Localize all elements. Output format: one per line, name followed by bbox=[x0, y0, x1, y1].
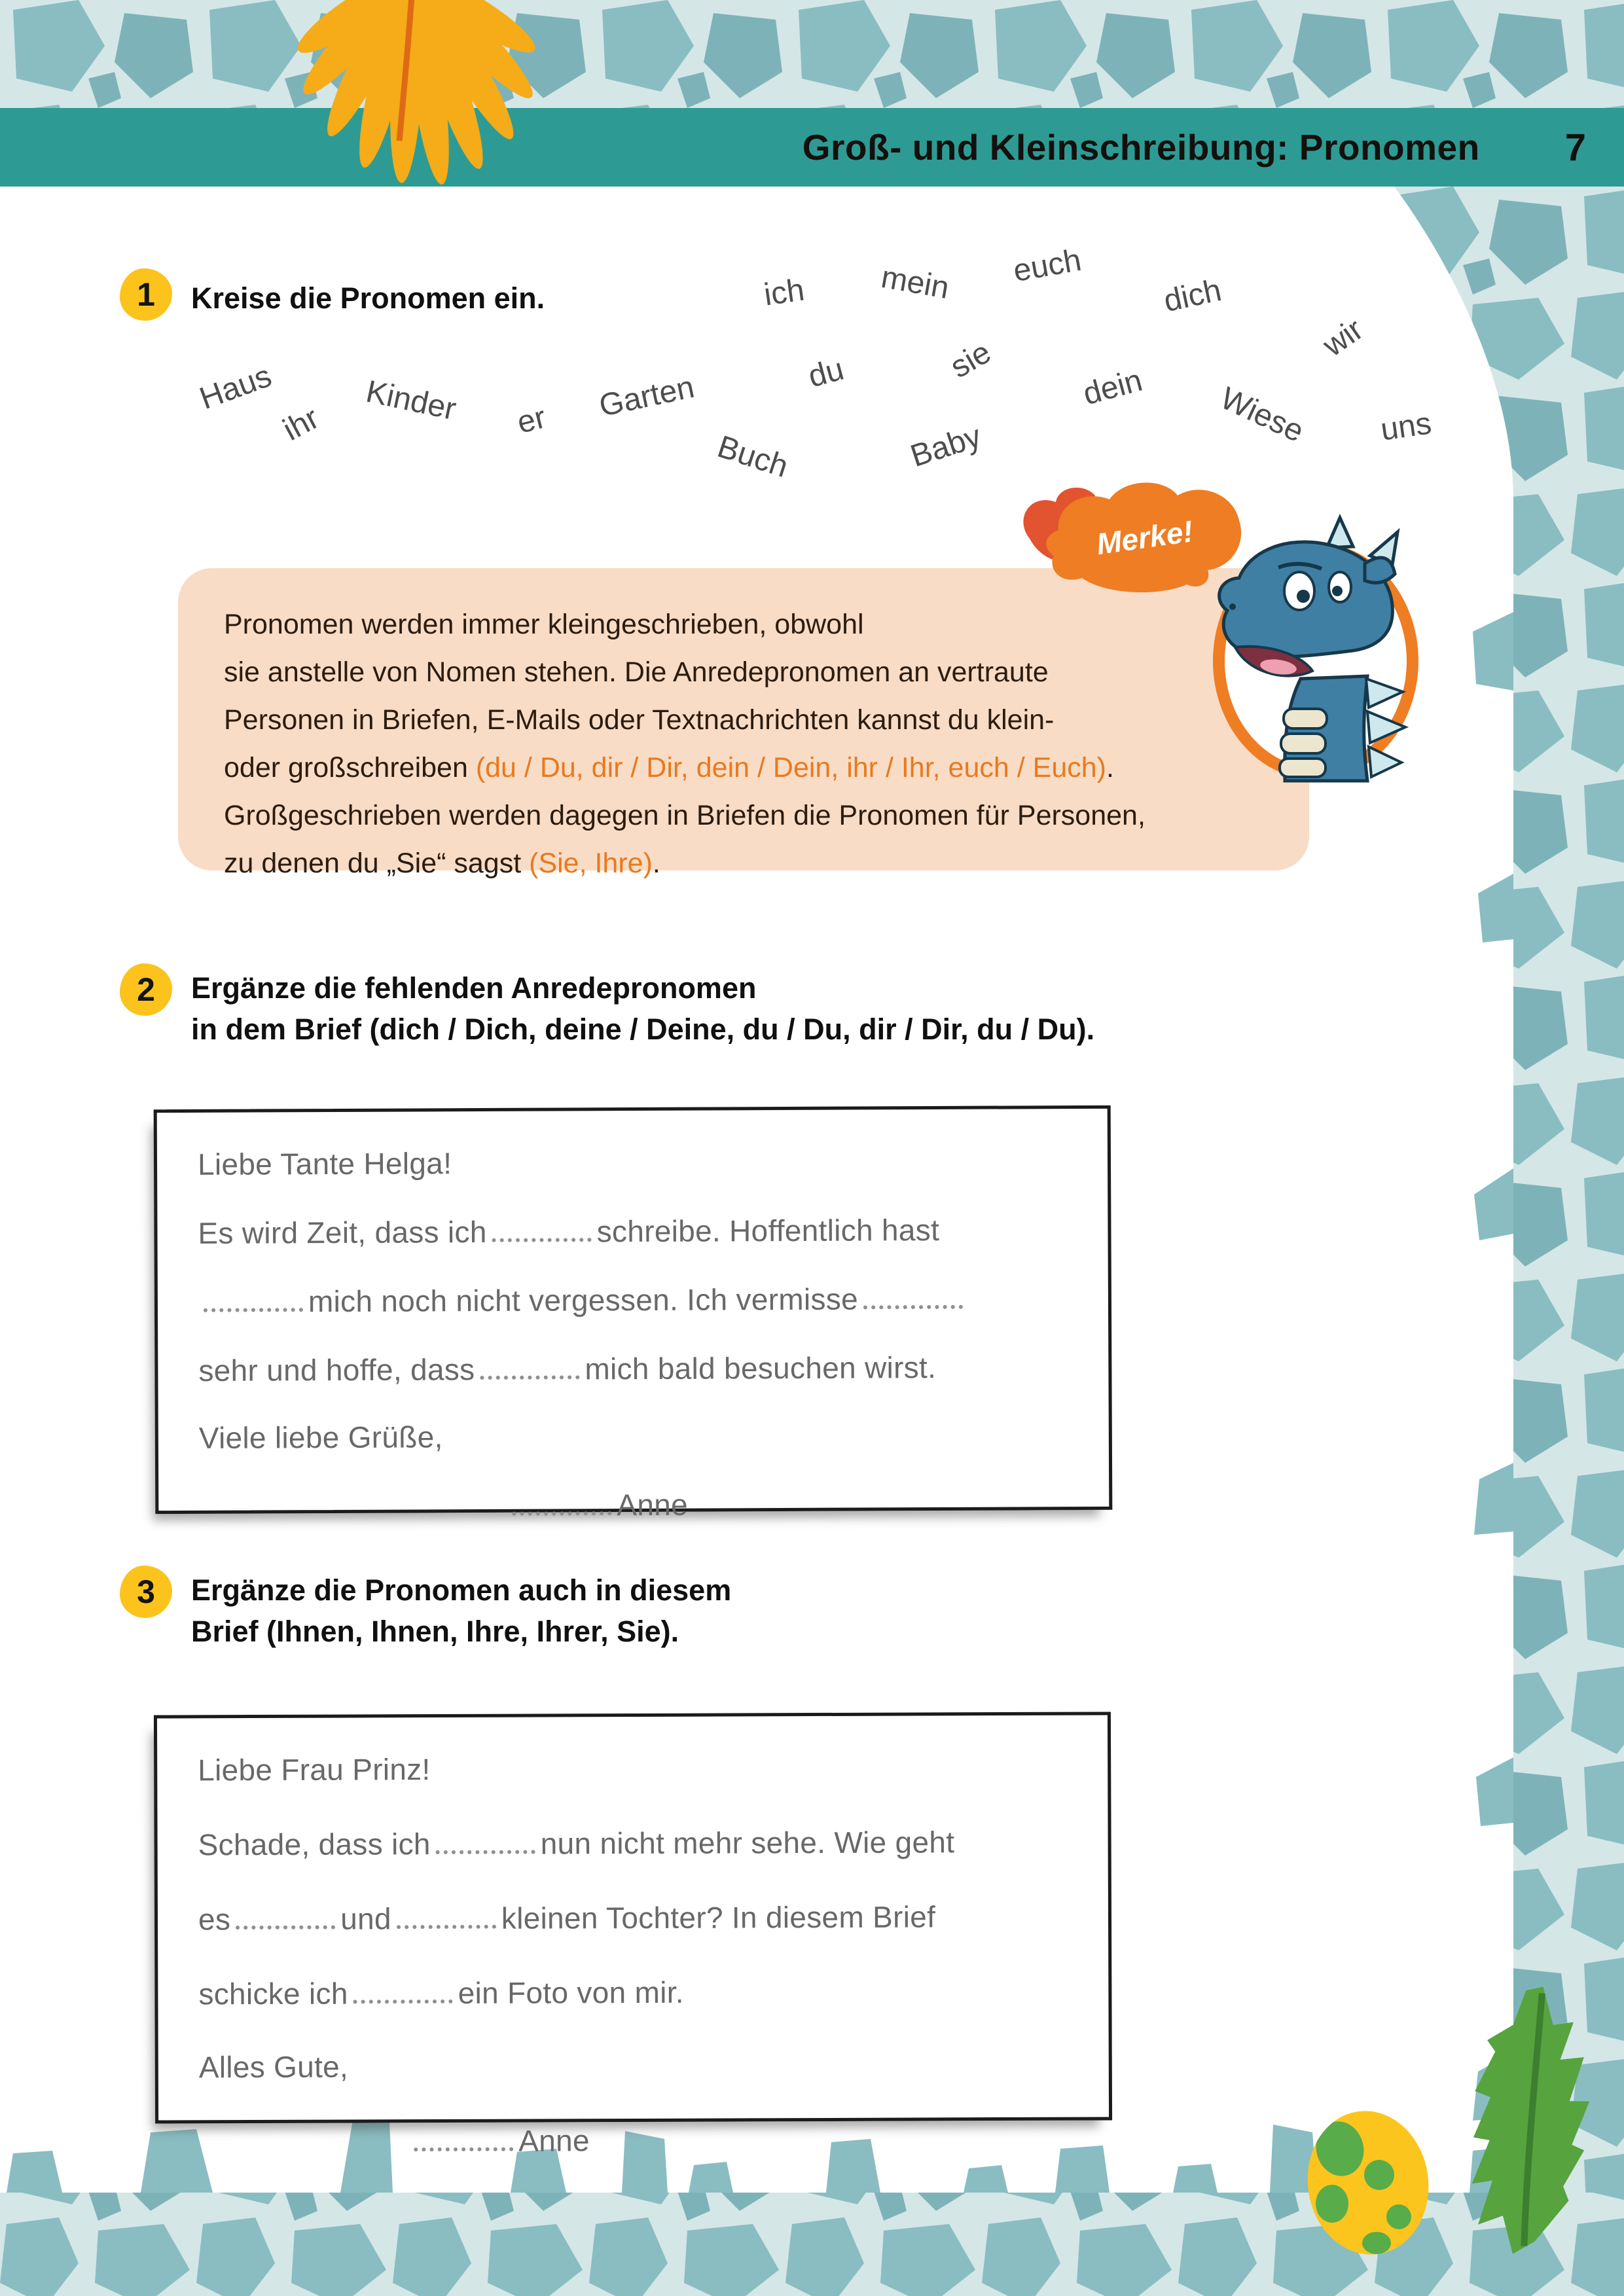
text-segment: mich noch nicht vergessen. Ich vermisse bbox=[308, 1282, 859, 1319]
text-segment: ein Foto von mir. bbox=[458, 1975, 684, 2011]
exercise1-word[interactable]: wir bbox=[1316, 312, 1370, 364]
exercise1-word[interactable]: er bbox=[513, 400, 550, 440]
exercise1-word[interactable]: Kinder bbox=[363, 374, 460, 427]
letter2-body-line bbox=[198, 1823, 1075, 1863]
exercise1-word[interactable]: Baby bbox=[906, 418, 986, 475]
text-segment: es bbox=[198, 1902, 231, 1937]
fill-in-blank[interactable] bbox=[204, 1282, 303, 1312]
text-segment: Schade, dass ich bbox=[198, 1827, 431, 1862]
text-segment: Es wird Zeit, dass ich bbox=[198, 1215, 487, 1250]
exercise1-word[interactable]: ich bbox=[761, 272, 807, 313]
letter-tante-helga bbox=[154, 1105, 1113, 1522]
merke-line bbox=[224, 792, 1283, 840]
fill-in-blank[interactable] bbox=[353, 1974, 453, 2004]
exercise1-word[interactable]: Garten bbox=[596, 369, 698, 424]
merke-note-box bbox=[178, 568, 1309, 879]
exercise1-word[interactable]: dich bbox=[1161, 272, 1225, 319]
header-band bbox=[0, 108, 1624, 187]
fill-in-blank[interactable] bbox=[436, 1825, 535, 1855]
dragon-mascot-illustration bbox=[1201, 514, 1430, 795]
exercise-1-instruction: Kreise die Pronomen ein. bbox=[191, 281, 545, 315]
text-segment: Alles Gute, bbox=[198, 2049, 349, 2085]
text-segment: Personen in Briefen, E-Mails oder Textnachrichten kannst du klein- bbox=[224, 704, 1055, 736]
text-segment: sie anstelle von Nomen stehen. Die Anredepronomen an vertraute bbox=[224, 656, 1049, 688]
exercise1-word[interactable]: uns bbox=[1378, 406, 1434, 448]
exercise-1-number: 1 bbox=[137, 276, 155, 313]
pebble-border-top bbox=[0, 0, 1624, 110]
text-segment: schicke ich bbox=[198, 1976, 348, 2011]
exercise-3-instruction bbox=[191, 1570, 731, 1652]
merke-line bbox=[224, 649, 1283, 696]
fill-in-blank[interactable] bbox=[236, 1900, 335, 1930]
merke-line bbox=[224, 696, 1283, 744]
letter-frau-prinz bbox=[154, 1712, 1112, 2158]
exercise-2-instruction-line: Ergänze die fehlenden Anredepronomen bbox=[191, 971, 757, 1005]
text-segment: Viele liebe Grüße, bbox=[198, 1420, 443, 1456]
letter2-salutation: Liebe Frau Prinz! bbox=[198, 1752, 431, 1787]
letter1-closing bbox=[199, 1416, 1076, 1456]
page-number: 7 bbox=[1564, 126, 1586, 169]
exercise1-word[interactable]: sie bbox=[945, 334, 997, 386]
merke-flame-label: Merke! bbox=[1094, 514, 1195, 562]
text-segment: mich bald besuchen wirst. bbox=[585, 1350, 937, 1386]
text-segment: (Sie, Ihre) bbox=[529, 848, 653, 879]
text-segment: Anne bbox=[617, 1488, 689, 1522]
text-segment: Pronomen werden immer kleingeschrieben, obwohl bbox=[224, 609, 864, 640]
exercise-2-instruction bbox=[191, 967, 1094, 1050]
spotted-egg-illustration bbox=[1299, 2098, 1440, 2258]
exercise1-word[interactable]: mein bbox=[878, 259, 952, 306]
text-segment: und bbox=[340, 1901, 391, 1936]
letter2-body-line bbox=[198, 1897, 1075, 1937]
letter2-body-line bbox=[198, 1972, 1075, 2012]
text-segment: sehr und hoffe, dass bbox=[198, 1352, 475, 1388]
text-segment: kleinen Tochter? In diesem Brief bbox=[501, 1899, 936, 1935]
text-segment: nun nicht mehr sehe. Wie geht bbox=[540, 1825, 955, 1861]
text-segment: zu denen du „Sie“ sagst bbox=[224, 848, 530, 879]
exercise1-word[interactable]: euch bbox=[1011, 242, 1084, 289]
fill-in-blank[interactable] bbox=[397, 1899, 496, 1929]
text-segment: oder großschreiben bbox=[224, 752, 476, 783]
letter1-body-line bbox=[198, 1279, 1075, 1319]
merke-line bbox=[224, 601, 1283, 649]
exercise1-word[interactable]: Wiese bbox=[1215, 380, 1309, 450]
merke-line bbox=[224, 744, 1283, 792]
exercise-2-badge bbox=[120, 963, 172, 1016]
exercise-3-number: 3 bbox=[137, 1573, 155, 1610]
letter2-signature bbox=[199, 2120, 1076, 2160]
letter1-salutation: Liebe Tante Helga! bbox=[197, 1146, 452, 1181]
exercise1-word[interactable]: ihr bbox=[278, 401, 325, 448]
letter2-closing bbox=[199, 2047, 1076, 2085]
exercise-1-badge bbox=[120, 268, 172, 321]
exercise1-word[interactable]: du bbox=[804, 351, 848, 395]
pebble-border-right bbox=[1375, 187, 1624, 2296]
fill-in-blank[interactable] bbox=[492, 1212, 592, 1242]
exercise1-word[interactable]: Buch bbox=[713, 429, 793, 485]
letter1-body-line bbox=[198, 1210, 1075, 1251]
text-segment: Großgeschrieben werden dagegen in Briefen die Pronomen für Personen, bbox=[224, 800, 1146, 831]
orange-flower-illustration bbox=[259, 0, 566, 196]
exercise1-word[interactable]: dein bbox=[1079, 363, 1146, 412]
merke-line bbox=[224, 840, 1283, 888]
jagged-leaf-illustration bbox=[1456, 1983, 1600, 2271]
letter1-body-line bbox=[198, 1348, 1075, 1388]
fill-in-blank[interactable] bbox=[480, 1350, 579, 1380]
text-segment: . bbox=[1106, 752, 1114, 783]
text-segment: schreibe. Hoffentlich hast bbox=[596, 1213, 940, 1249]
exercise1-word[interactable]: Haus bbox=[195, 358, 276, 417]
page-title: Groß- und Kleinschreibung: Pronomen bbox=[802, 127, 1480, 168]
exercise-3-instruction-line: Ergänze die Pronomen auch in diesem bbox=[191, 1573, 732, 1607]
fill-in-blank[interactable] bbox=[512, 1486, 611, 1516]
text-segment: (du / Du, dir / Dir, dein / Dein, ihr / Ihr, euch / Euch) bbox=[475, 752, 1106, 783]
exercise-3-instruction-line: Brief (Ihnen, Ihnen, Ihre, Ihrer, Sie). bbox=[191, 1615, 679, 1648]
text-segment: Anne bbox=[518, 2123, 590, 2158]
fill-in-blank[interactable] bbox=[414, 2122, 513, 2152]
fill-in-blank[interactable] bbox=[863, 1280, 963, 1310]
exercise-2-instruction-line: in dem Brief (dich / Dich, deine / Deine, du / Du, dir / Dir, du / Du). bbox=[191, 1013, 1095, 1046]
exercise-3-badge bbox=[120, 1566, 172, 1618]
exercise-2-number: 2 bbox=[137, 971, 155, 1008]
letter1-signature bbox=[199, 1484, 1076, 1524]
text-segment: . bbox=[652, 848, 660, 879]
